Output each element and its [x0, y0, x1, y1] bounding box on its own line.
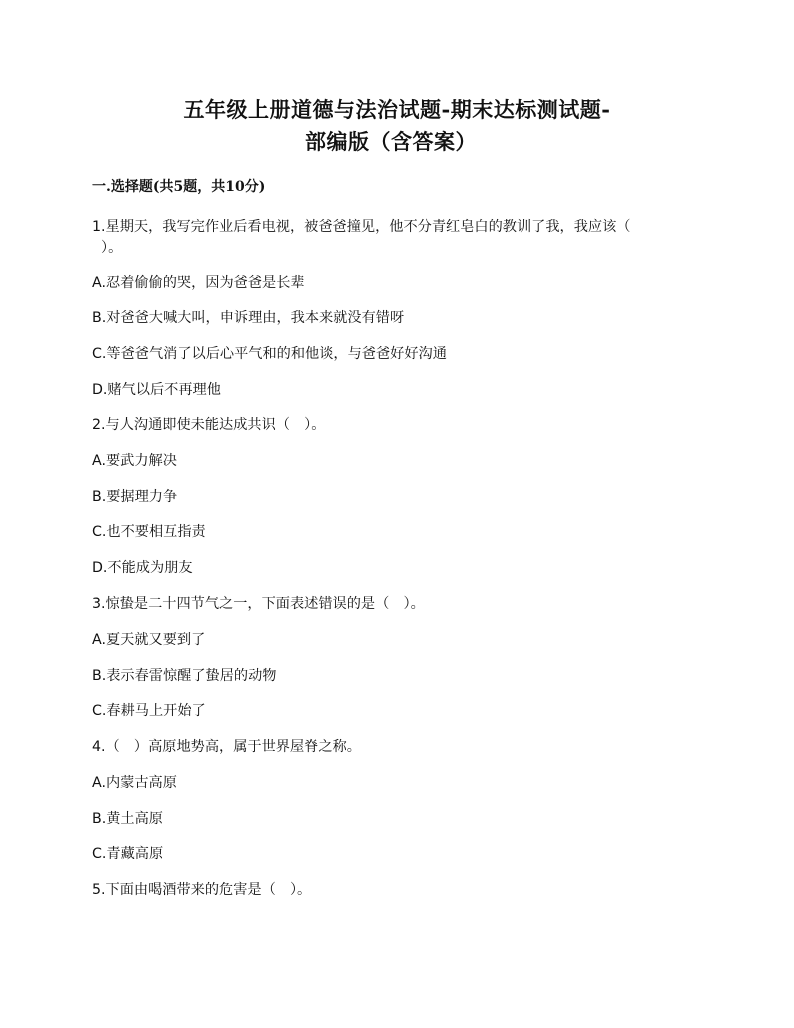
question-1-stem-line-1: 1.星期天，我写完作业后看电视，被爸爸撞见，他不分青红皂白的教训了我，我应该（ [92, 219, 631, 235]
question-3-stem: 3.惊蛰是二十四节气之一，下面表述错误的是（ ）。 [92, 596, 425, 612]
question-2-option-d: D.不能成为朋友 [92, 560, 193, 576]
question-2-stem: 2.与人沟通即使未能达成共识（ ）。 [92, 417, 326, 433]
document-title-line-1: 五年级上册道德与法治试题-期末达标测试题- [183, 97, 611, 122]
question-1-option-d: D.赌气以后不再理他 [92, 382, 221, 398]
question-4-stem: 4.（ ）高原地势高，属于世界屋脊之称。 [92, 739, 361, 755]
question-5-stem: 5.下面由喝酒带来的危害是（ ）。 [92, 882, 312, 898]
document-title-line-2: 部编版（含答案） [305, 129, 477, 154]
question-3-option-a: A.夏天就又要到了 [92, 632, 206, 648]
question-2-option-b: B.要据理力争 [92, 489, 178, 505]
question-1-option-c: C.等爸爸气消了以后心平气和的和他谈，与爸爸好好沟通 [92, 346, 447, 362]
question-2-option-c: C.也不要相互指责 [92, 524, 206, 540]
question-4-option-c: C.青藏高原 [92, 846, 164, 862]
question-1-option-b: B.对爸爸大喊大叫，申诉理由，我本来就没有错呀 [92, 310, 405, 326]
question-3-option-b: B.表示春雷惊醒了蛰居的动物 [92, 668, 277, 684]
question-2-option-a: A.要武力解决 [92, 453, 177, 469]
question-3-option-c: C.春耕马上开始了 [92, 703, 206, 719]
question-1-option-a: A.忍着偷偷的哭，因为爸爸是长辈 [92, 275, 305, 291]
section-heading: 一.选择题(共5题，共10分) [92, 179, 266, 195]
question-4-option-b: B.黄土高原 [92, 811, 163, 827]
question-1-stem-line-2: ）。 [101, 240, 123, 256]
question-4-option-a: A.内蒙古高原 [92, 775, 177, 791]
